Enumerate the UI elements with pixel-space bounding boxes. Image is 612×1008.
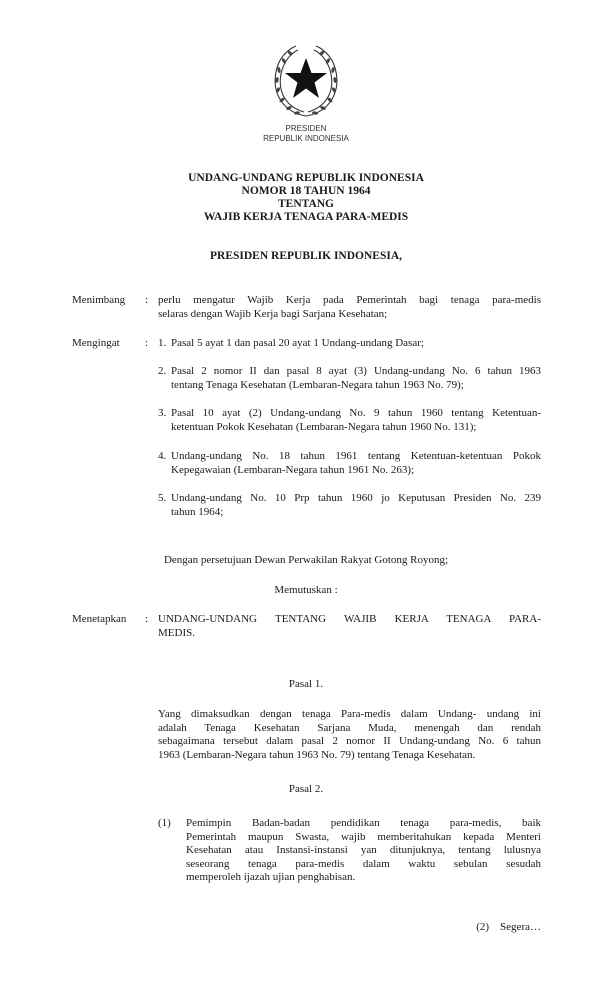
pasal-2-line: Pemimpin Badan-badan pendidikan tenaga para-medis, baik — [186, 817, 541, 829]
pasal-2-line: Pemerintah maupun Swasta, wajib memberitahukan kepada Menteri — [186, 830, 541, 843]
emblem-caption — [0, 124, 612, 144]
menimbang-line: perlu mengatur Wajib Kerja pada Pemerintah bagi tenaga para-medis — [158, 294, 541, 306]
presidential-emblem — [268, 40, 344, 120]
pasal-1-heading: Pasal 1. — [288, 678, 324, 690]
menimbang-text — [158, 294, 541, 321]
pasal-1-line: Yang dimaksudkan dengan tenaga Para-medis dalam Undang- undang ini — [158, 708, 541, 720]
mengingat-item-number: 3. — [158, 407, 167, 419]
mengingat-item-text — [171, 492, 541, 519]
mengingat-item-text — [171, 337, 541, 351]
mengingat-line: ketentuan Pokok Kesehatan (Lembaran-Negara tahun 1960 No. 131); — [171, 420, 477, 433]
title-line-1: UNDANG-UNDANG REPUBLIK INDONESIA — [188, 172, 424, 184]
pasal-2-heading: Pasal 2. — [288, 783, 324, 795]
mengingat-line: Undang-undang No. 18 tahun 1961 tentang Ketentuan-ketentuan Pokok — [171, 450, 541, 462]
pasal-1-line: 1963 (Lembaran-Negara tahun 1963 No. 79) tentang Tenaga Kesehatan. — [158, 748, 476, 761]
title-line-3: TENTANG — [277, 198, 335, 210]
menetapkan-line: UNDANG-UNDANG TENTANG WAJIB KERJA TENAGA PARA- — [158, 613, 541, 625]
caption-republik-indonesia: REPUBLIK INDONESIA — [263, 134, 349, 143]
garuda-star-wreath-icon — [268, 40, 344, 120]
pasal-1-line: adalah Tenaga Kesehatan Sarjana Muda, menengah dan rendah — [158, 721, 541, 734]
pasal-2-item-number: (1) — [158, 817, 171, 829]
mengingat-label: Mengingat — [72, 337, 120, 349]
pasal-1-body — [158, 708, 541, 762]
mengingat-line: tentang Tenaga Kesehatan (Lembaran-Negara tahun 1963 No. 79); — [171, 378, 464, 391]
title-line-2: NOMOR 18 TAHUN 1964 — [241, 185, 371, 197]
menetapkan-label: Menetapkan — [72, 613, 127, 625]
mengingat-item-text — [171, 450, 541, 477]
mengingat-item-text — [171, 407, 541, 434]
opening-statement: PRESIDEN REPUBLIK INDONESIA, — [209, 250, 403, 262]
menimbang-label: Menimbang — [72, 294, 126, 306]
title-line-4: WAJIB KERJA TENAGA PARA-MEDIS — [203, 211, 409, 223]
document-title — [0, 172, 612, 224]
menetapkan-line: MEDIS. — [158, 626, 195, 639]
mengingat-line: Kepegawaian (Lembaran-Negara tahun 1961 No. 263); — [171, 463, 415, 476]
mengingat-item-number: 1. — [158, 337, 167, 349]
memutuskan-heading: Memutuskan : — [274, 584, 338, 596]
mengingat-colon: : — [145, 337, 149, 349]
pasal-2-item-text — [186, 817, 541, 885]
mengingat-line: Pasal 2 nomor II dan pasal 8 ayat (3) Undang-undang No. 6 tahun 1963 — [171, 365, 541, 377]
mengingat-line: Pasal 5 ayat 1 dan pasal 20 ayat 1 Undang-undang Dasar; — [171, 337, 424, 349]
mengingat-item-number: 4. — [158, 450, 167, 462]
pasal-1-line: sebagaimana tersebut dalam pasal 2 nomor II Undang-undang No. 6 tahun — [158, 735, 541, 747]
caption-presiden: PRESIDEN — [285, 124, 327, 133]
page-continuation — [440, 921, 541, 935]
mengingat-item-number: 5. — [158, 492, 167, 504]
menimbang-line: selaras dengan Wajib Kerja bagi Sarjana Kesehatan; — [158, 307, 388, 320]
pasal-2-line: Kesehatan atau Instansi-instansi yan ditunjuknya, tentang lulusnya — [186, 844, 541, 856]
mengingat-line: Pasal 10 ayat (2) Undang-undang No. 9 tahun 1960 tentang Ketentuan- — [171, 407, 541, 419]
menetapkan-colon: : — [145, 613, 149, 625]
persetujuan-statement: Dengan persetujuan Dewan Perwakilan Rakyat Gotong Royong; — [163, 554, 449, 566]
pasal-2-line: memperoleh ijazah ujian penghabisan. — [186, 871, 356, 883]
mengingat-line: tahun 1964; — [171, 505, 224, 518]
continuation-text: (2) Segera… — [476, 921, 541, 933]
pasal-2-line: seseorang tenaga para-medis dalam waktu sebulan sesudah — [186, 857, 541, 870]
menetapkan-text — [158, 613, 541, 640]
mengingat-item-number: 2. — [158, 365, 167, 377]
mengingat-item-text — [171, 365, 541, 392]
mengingat-line: Undang-undang No. 10 Prp tahun 1960 jo Keputusan Presiden No. 239 — [171, 492, 541, 504]
menimbang-colon: : — [145, 294, 149, 306]
